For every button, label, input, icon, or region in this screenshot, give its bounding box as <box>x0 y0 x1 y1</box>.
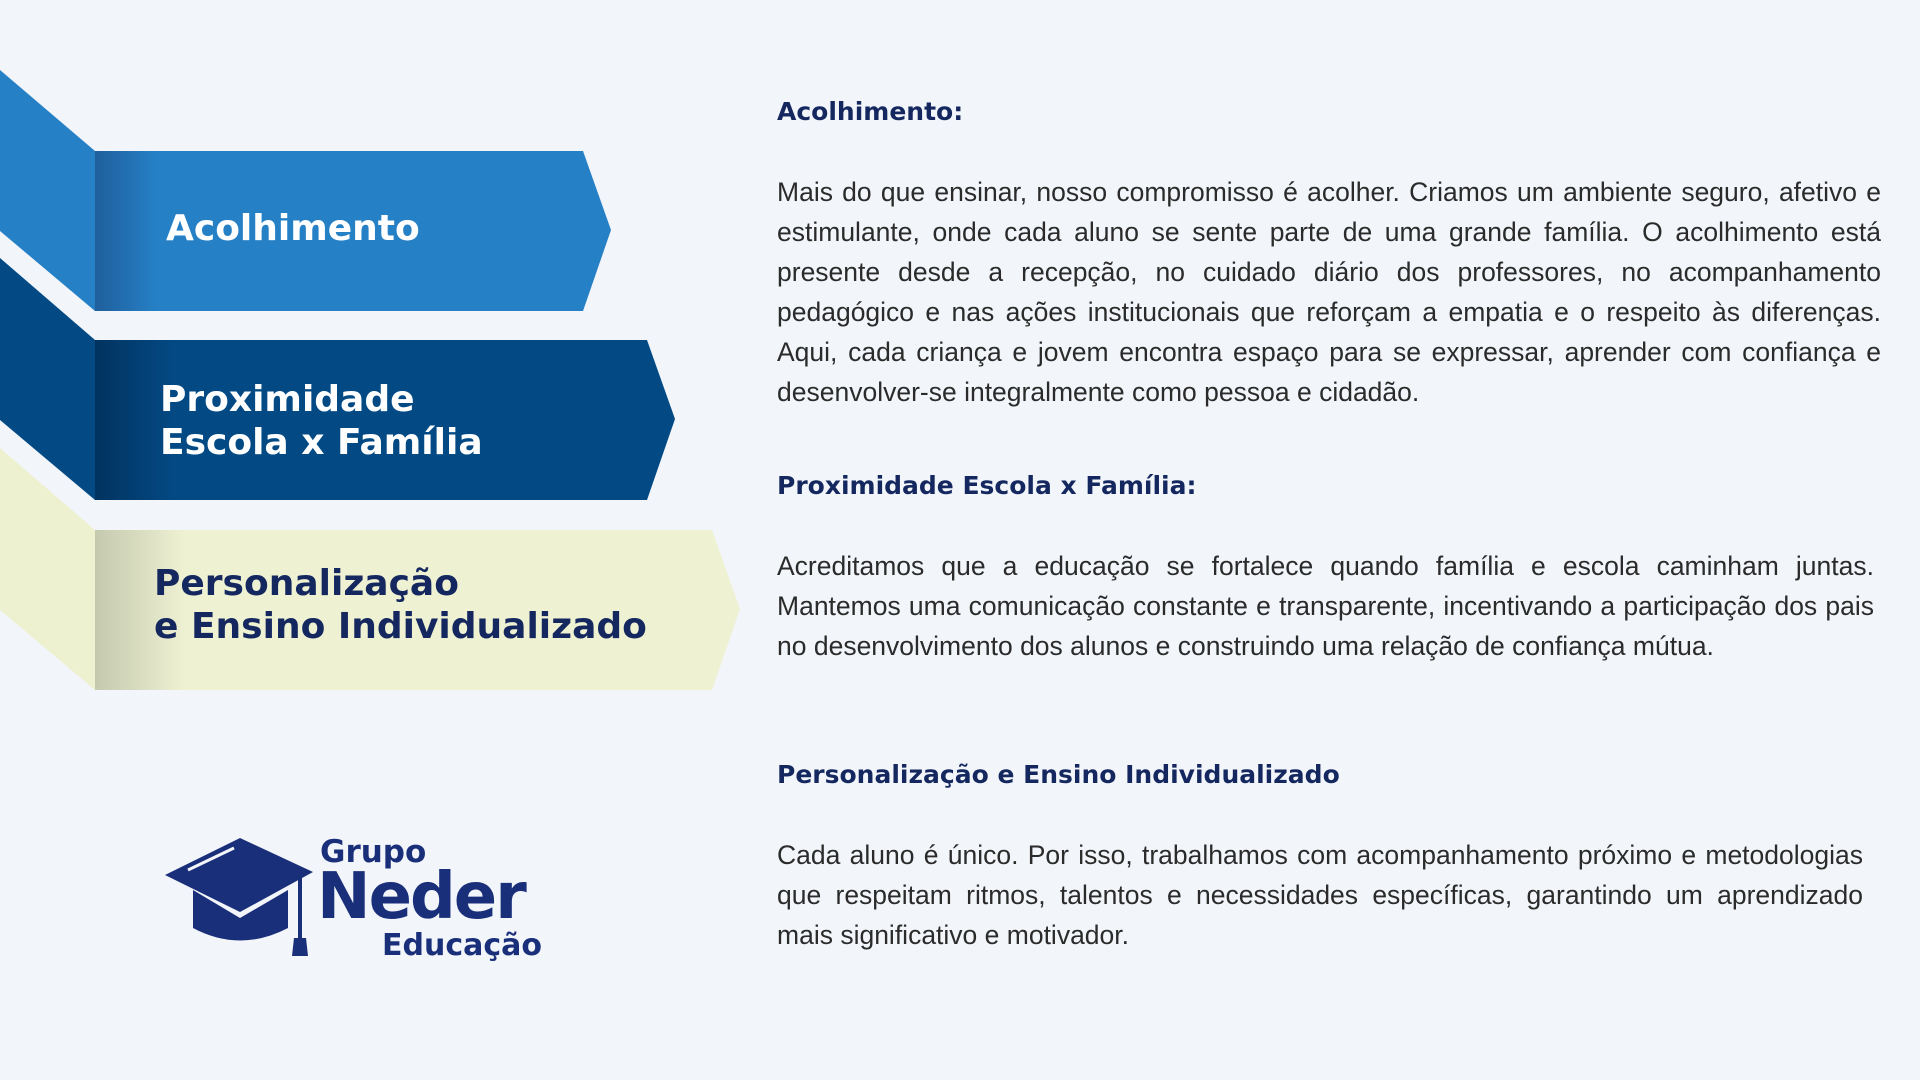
ribbon-group <box>0 0 760 700</box>
section-proximidade <box>777 466 1874 666</box>
logo-educacao: Educação <box>382 928 542 963</box>
section-body: Cada aluno é único. Por isso, trabalhamos com acompanhamento próximo e metodologias que respeitam ritmos, talentos e necessidades específicas, garantindo um aprendizado mais significativo e motivador. <box>777 840 1863 950</box>
section-body: Mais do que ensinar, nosso compromisso é acolher. Criamos um ambiente seguro, afetivo e estimulante, onde cada aluno se sente parte de uma grande família. O acolhimento está presente desde a recepção, no cuidado diário dos professores, no acompanhamento pedagógico e nas ações institucionais que reforçam a empatia e o respeito às diferenças. Aqui, cada criança e jovem encontra espaço para se expressar, aprender com confiança e desenvolver-se integralmente como pessoa e cidadão. <box>777 177 1881 407</box>
section-personalizacao <box>777 755 1863 955</box>
ribbon-label-personalizacao <box>154 562 647 648</box>
ribbon-label-line: Escola x Família <box>160 422 483 463</box>
section-body: Acreditamos que a educação se fortalece quando família e escola caminham juntas. Mantemos uma comunicação constante e transparente, incentivando a participação dos pais no desenvolvimento dos alunos e construindo uma relação de confiança mútua. <box>777 551 1874 661</box>
section-heading: Acolhimento: <box>777 97 964 126</box>
ribbon-label-line: e Ensino Individualizado <box>154 606 647 647</box>
section-acolhimento <box>777 92 1881 412</box>
logo-grupo: Grupo <box>320 834 427 870</box>
ribbon-label-acolhimento <box>166 207 420 250</box>
logo <box>160 828 560 968</box>
logo-neder: Neder <box>317 860 525 934</box>
ribbon-label-line: Personalização <box>154 563 459 604</box>
ribbon-label-line: Proximidade <box>160 379 415 420</box>
section-heading: Personalização e Ensino Individualizado <box>777 760 1340 789</box>
section-heading: Proximidade Escola x Família: <box>777 471 1197 500</box>
graduation-cap-icon <box>160 828 320 968</box>
ribbon-label-proximidade <box>160 378 483 464</box>
ribbon-label-line: Acolhimento <box>166 208 420 249</box>
